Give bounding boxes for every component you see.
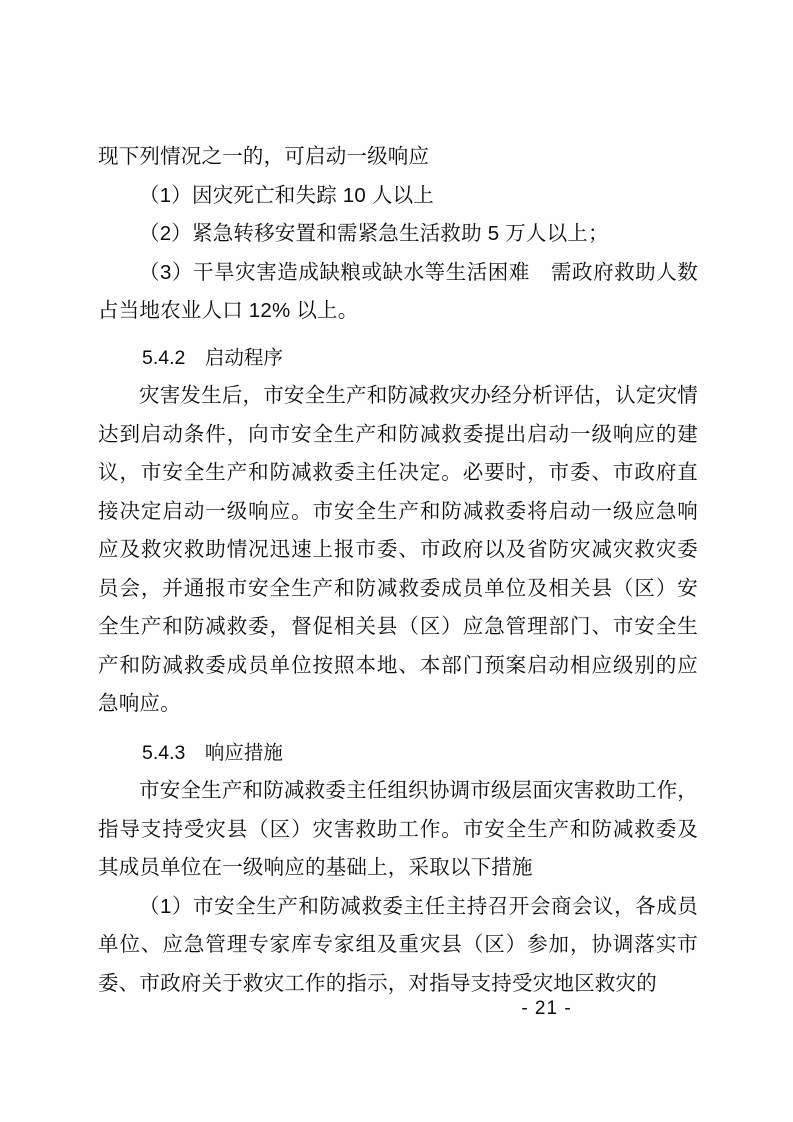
spacer [98, 331, 698, 339]
page-number: - 21 - [521, 998, 572, 1019]
paragraph-block: （3）干旱灾害造成缺粮或缺水等生活困难 需政府救助人数占当地农业人口 12% 以上。 [98, 260, 698, 322]
paragraph-block: 市安全生产和防减救委主任组织协调市级层面灾害救助工作，指导支持受灾县（区）灾害救助工作。市安全生产和防减救委及其成员单位在一级响应的基础上，采取以下措施 [98, 779, 698, 879]
paragraph-block: （1）因灾死亡和失踪 10 人以上 [139, 183, 434, 207]
document-body [98, 138, 698, 1003]
spacer [98, 724, 698, 734]
section-heading: 5.4.3 响应措施 [142, 741, 283, 764]
paragraph-block: 现下列情况之一的，可启动一级响应 [98, 145, 430, 168]
section-heading: 5.4.2 启动程序 [142, 346, 283, 369]
paragraph-block: 灾害发生后，市安全生产和防减救灾办经分析评估，认定灾情达到启动条件，向市安全生产和防减救委提出启动一级响应的建议，市安全生产和防减救委主任决定。必要时，市委、市政府直接决定启动一级响应。市安全生产和防减救委将启动一级应急响应及救灾救助情况迅速上报市委、市政府以及省防灾减灾救灾委员会，并通报市安全生产和防减救委成员单位及相关县（区）安全生产和防减救委，督促相关县（区）应急管理部门、市安全生产和防减救委成员单位按照本地、本部门预案启动相应级别的应急响应。 [98, 384, 698, 715]
paragraph-block: （2）紧急转移安置和需紧急生活救助 5 万人以上； [139, 222, 609, 245]
paragraph-block: （1）市安全生产和防减救委主任主持召开会商会议，各成员单位、应急管理专家库专家组及重灾县（区）参加，协调落实市委、市政府关于救灾工作的指示，对指导支持受灾地区救灾的 [98, 894, 698, 995]
page-footer [0, 998, 793, 1020]
